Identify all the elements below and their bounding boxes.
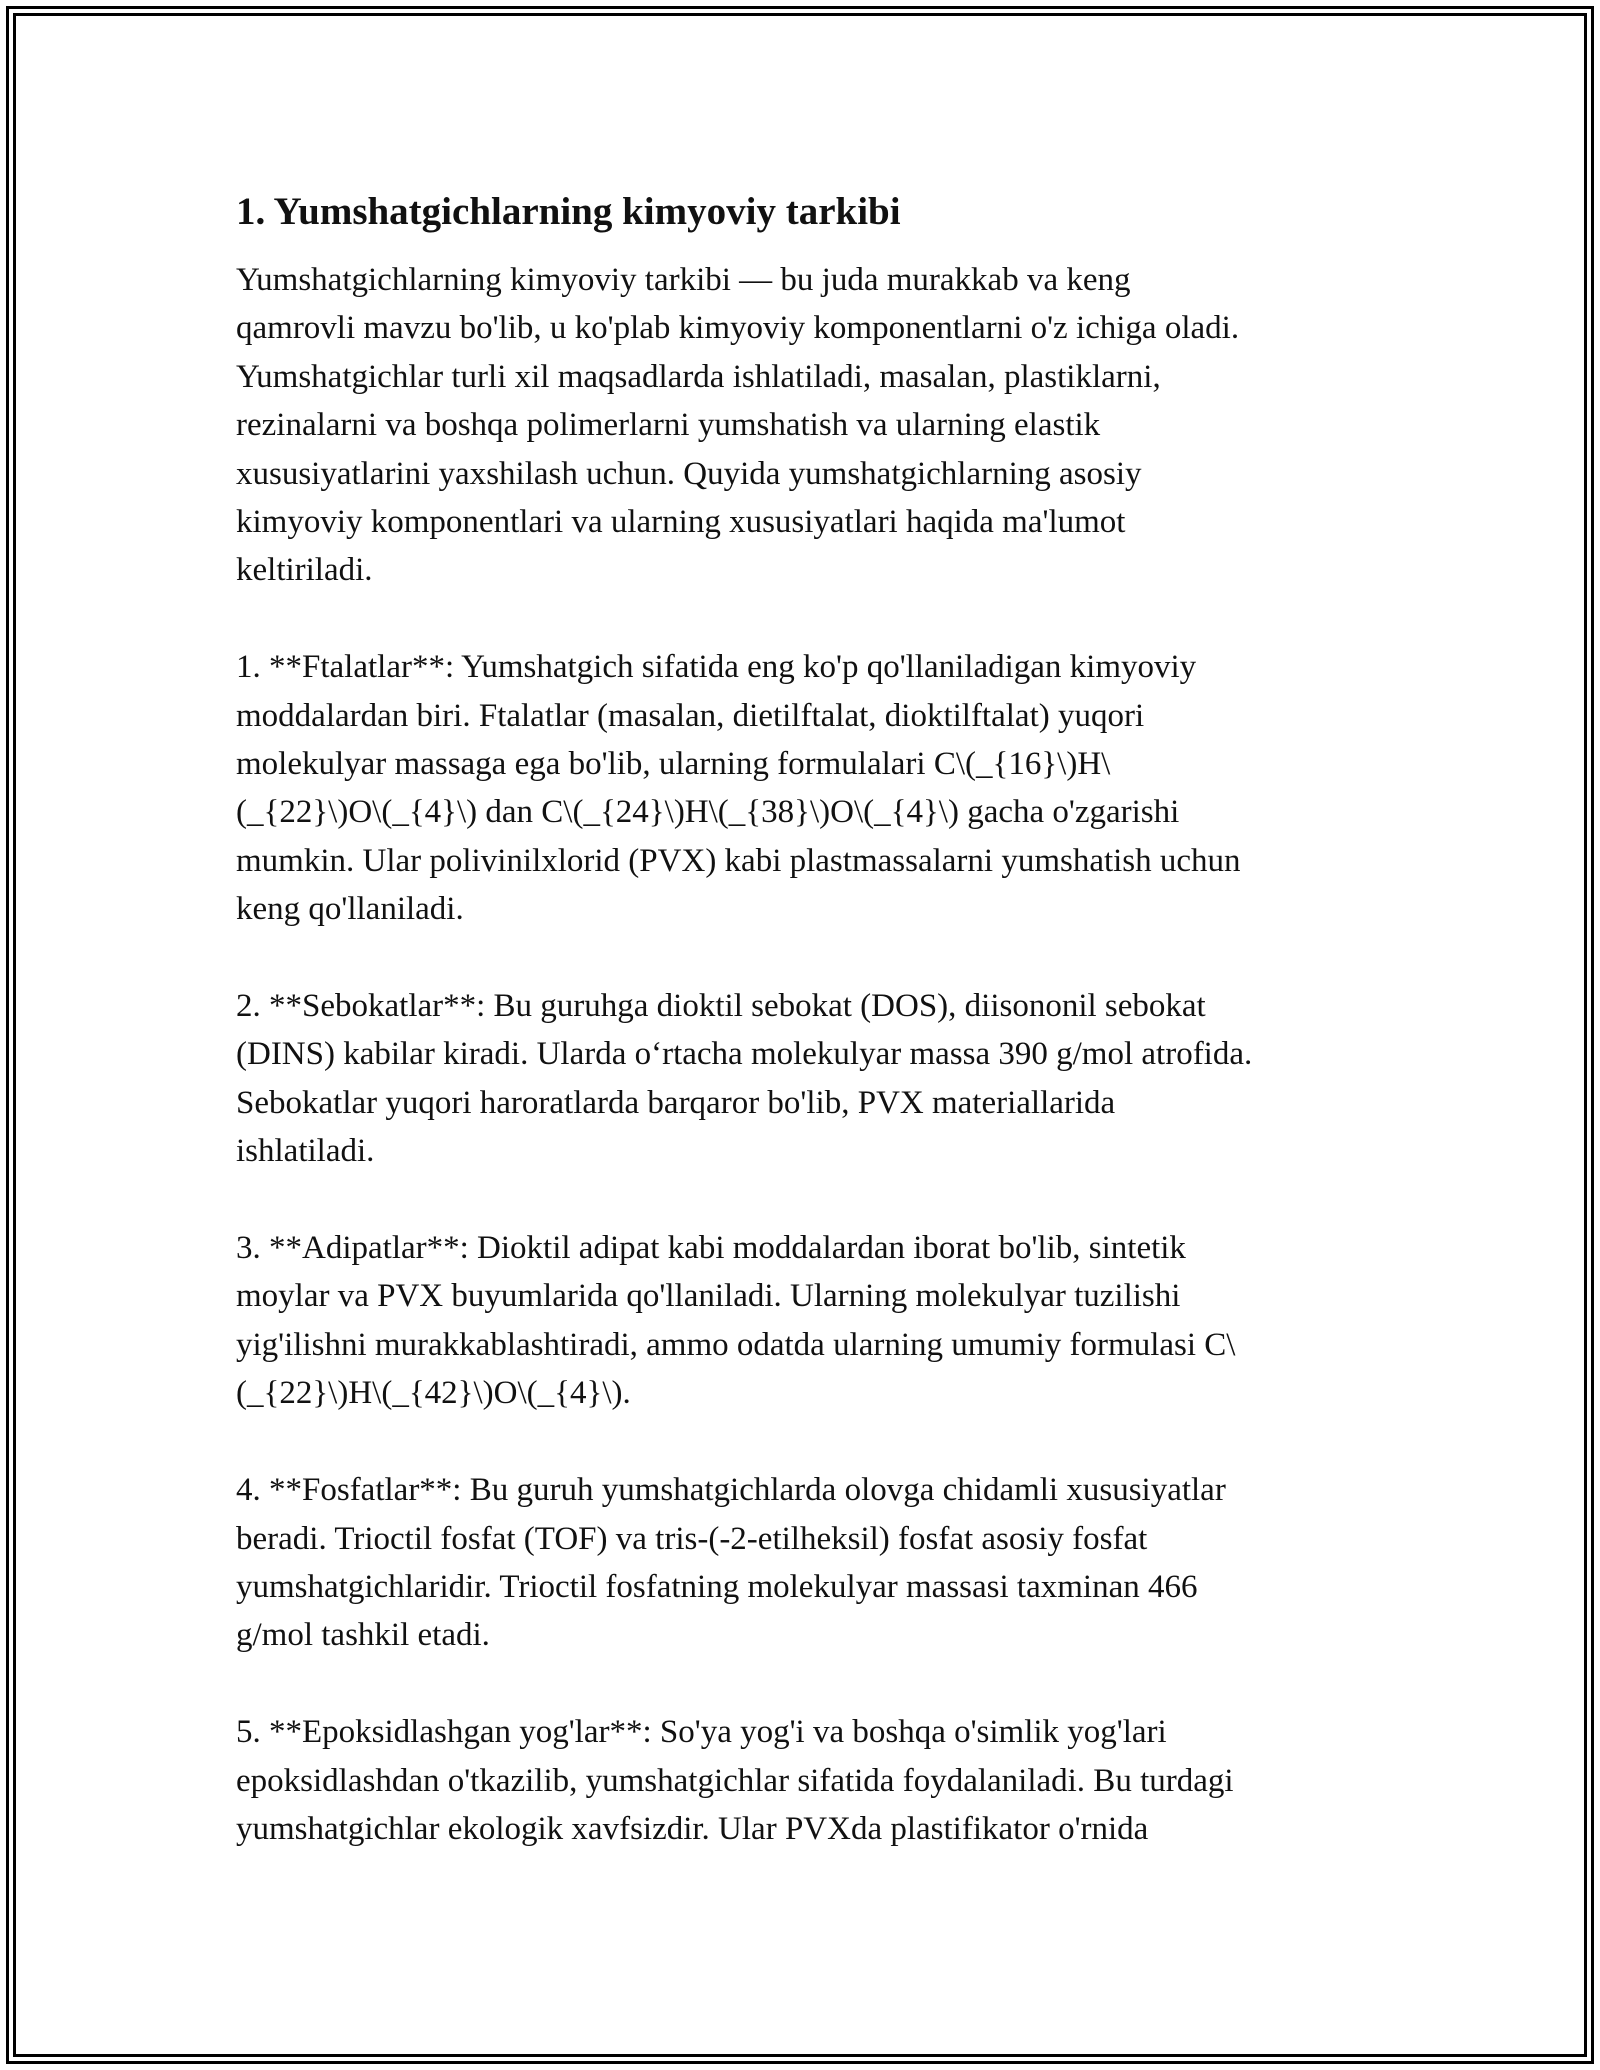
list-item-sebokatlar bbox=[236, 982, 1376, 1176]
text-line: kimyoviy komponentlari va ularning xususiyatlari haqida ma'lumot bbox=[236, 504, 1126, 541]
document-body bbox=[236, 186, 1376, 1902]
list-item-ftalatlar bbox=[236, 643, 1376, 933]
text-line: moddalardan biri. Ftalatlar (masalan, dietilftalat, dioktilftalat) yuqori bbox=[236, 697, 1145, 734]
text-line: xususiyatlarini yaxshilash uchun. Quyida yumshatgichlarning asosiy bbox=[236, 455, 1142, 492]
text-line: 2. **Sebokatlar**: Bu guruhga dioktil sebokat (DOS), diisononil sebokat bbox=[236, 988, 1206, 1025]
text-line: 3. **Adipatlar**: Dioktil adipat kabi moddalardan iborat bo'lib, sintetik bbox=[236, 1230, 1186, 1267]
text-line: Yumshatgichlarning kimyoviy tarkibi — bu juda murakkab va keng bbox=[236, 262, 1131, 298]
text-line: (_{22}\)O\(_{4}\) dan C\(_{24}\)H\(_{38}\)O\(_{4}\) gacha o'zgarishi bbox=[236, 794, 1180, 831]
text-line: (_{22}\)H\(_{42}\)O\(_{4}\). bbox=[236, 1375, 631, 1412]
text-line: 5. **Epoksidlashgan yog'lar**: So'ya yog'i va boshqa o'simlik yog'lari bbox=[236, 1714, 1167, 1751]
text-line: yumshatgichlaridir. Trioctil fosfatning molekulyar massasi taxminan 466 bbox=[236, 1568, 1198, 1605]
text-line: g/mol tashkil etadi. bbox=[236, 1617, 490, 1654]
text-line: keltiriladi. bbox=[236, 552, 373, 589]
list-item-epoksidlashgan-yoglar bbox=[236, 1708, 1376, 1853]
text-line: qamrovli mavzu bo'lib, u ko'plab kimyoviy komponentlarni o'z ichiga oladi. bbox=[236, 310, 1240, 347]
text-line: beradi. Trioctil fosfat (TOF) va tris-(-2-etilheksil) fosfat asosiy fosfat bbox=[236, 1520, 1148, 1557]
list-item-adipatlar bbox=[236, 1224, 1376, 1418]
text-line: keng qo'llaniladi. bbox=[236, 891, 464, 928]
section-heading: 1. Yumshatgichlarning kimyoviy tarkibi bbox=[236, 190, 901, 233]
text-line: epoksidlashdan o'tkazilib, yumshatgichlar sifatida foydalaniladi. Bu turdagi bbox=[236, 1762, 1234, 1799]
text-line: (DINS) kabilar kiradi. Ularda o‘rtacha molekulyar massa 390 g/mol atrofida. bbox=[236, 1036, 1253, 1073]
text-line: molekulyar massaga ega bo'lib, ularning formulalari C\(_{16}\)H\ bbox=[236, 746, 1111, 783]
text-line: mumkin. Ular polivinilxlorid (PVX) kabi plastmassalarni yumshatish uchun bbox=[236, 842, 1241, 879]
text-line: Sebokatlar yuqori haroratlarda barqaror bo'lib, PVX materiallarida bbox=[236, 1084, 1116, 1121]
text-line: rezinalarni va boshqa polimerlarni yumshatish va ularning elastik bbox=[236, 407, 1101, 444]
text-line: 4. **Fosfatlar**: Bu guruh yumshatgichlarda olovga chidamli xususiyatlar bbox=[236, 1472, 1226, 1509]
text-line: yumshatgichlar ekologik xavfsizdir. Ular PVXda plastifikator o'rnida bbox=[236, 1810, 1149, 1847]
list-item-fosfatlar bbox=[236, 1466, 1376, 1660]
text-line: ishlatiladi. bbox=[236, 1133, 375, 1170]
text-line: moylar va PVX buyumlarida qo'llaniladi. Ularning molekulyar tuzilishi bbox=[236, 1278, 1181, 1315]
text-line: Yumshatgichlar turli xil maqsadlarda ishlatiladi, masalan, plastiklarni, bbox=[236, 358, 1161, 395]
text-line: 1. **Ftalatlar**: Yumshatgich sifatida eng ko'p qo'llaniladigan kimyoviy bbox=[236, 649, 1197, 686]
text-line: yig'ilishni murakkablashtiradi, ammo odatda ularning umumiy formulasi C\ bbox=[236, 1326, 1236, 1363]
intro-paragraph bbox=[236, 256, 1376, 595]
